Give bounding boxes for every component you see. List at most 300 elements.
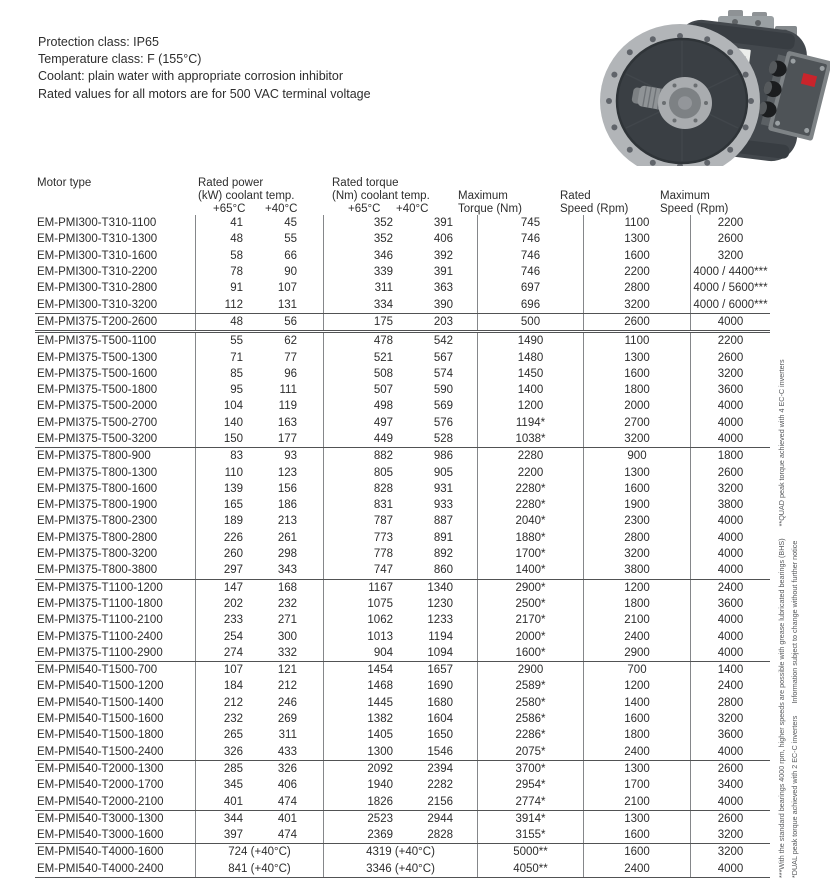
cell-torque-65c: 828: [323, 481, 393, 497]
table-row: [35, 264, 770, 280]
cell-spacer: [297, 215, 323, 231]
cell-power-65c: 184: [195, 678, 243, 694]
table-row: [35, 296, 770, 312]
table-header: [35, 173, 770, 215]
cell-motor-type: EM-PMI375-T800-2800: [37, 531, 158, 544]
table-row: [35, 497, 770, 513]
cell-max-torque: 1200: [477, 398, 583, 414]
cell-power-40c: 269: [277, 713, 297, 726]
cell-rated-power-combined: 841 (+40°C): [195, 861, 323, 877]
cell-spacer: [297, 382, 323, 398]
cell-torque-40c: 392: [433, 249, 453, 262]
cell-max-speed: 4000 / 5600***: [690, 280, 770, 296]
cell-rated-speed: 1200: [583, 678, 690, 694]
footnote-column-inner: [777, 359, 786, 878]
motor-group: [35, 843, 770, 877]
table-row: [35, 777, 770, 793]
cell-motor-type: EM-PMI375-T800-1900: [37, 499, 158, 512]
cell-torque-65c: 1445: [323, 695, 393, 711]
cell-motor-type: EM-PMI375-T1100-2400: [37, 630, 163, 643]
cell-power-65c: 91: [195, 280, 243, 296]
table-row: [35, 811, 770, 827]
cell-power-65c: 265: [195, 727, 243, 743]
cell-torque-40c: 1340: [427, 581, 453, 594]
cell-torque-65c: 334: [323, 296, 393, 312]
table-body: [35, 215, 770, 878]
cell-motor-type: EM-PMI540-T2000-2100: [37, 795, 164, 808]
cell-max-speed: 3200: [690, 827, 770, 843]
cell-max-torque: 2900*: [477, 580, 583, 596]
cell-rated-speed: 1800: [583, 727, 690, 743]
cell-torque-65c: 497: [323, 415, 393, 431]
cell-spacer: [453, 314, 477, 330]
cell-power-40c: 66: [284, 249, 297, 262]
cell-rated-speed: 1200: [583, 580, 690, 596]
cell-motor-type: EM-PMI375-T800-3800: [37, 564, 158, 577]
cell-max-speed: 4000: [690, 546, 770, 562]
cell-spacer: [453, 231, 477, 247]
cell-rated-speed: 1100: [583, 333, 690, 349]
cell-torque-65c: 1454: [323, 662, 393, 678]
cell-torque-65c: 2092: [323, 761, 393, 777]
cell-power-40c: 213: [277, 515, 297, 528]
cell-max-speed: 2600: [690, 464, 770, 480]
cell-torque-65c: 1167: [323, 580, 393, 596]
cell-torque-65c: 805: [323, 464, 393, 480]
cell-spacer: [453, 398, 477, 414]
cell-power-40c: 119: [278, 400, 297, 413]
cell-torque-65c: 449: [323, 431, 393, 447]
cell-spacer: [453, 481, 477, 497]
cell-power-40c: 311: [278, 729, 297, 742]
cell-power-40c: 300: [277, 630, 297, 643]
cell-power-65c: 297: [195, 562, 243, 578]
cell-motor-type: EM-PMI540-T4000-2400: [37, 862, 164, 875]
cell-power-40c: 90: [284, 266, 297, 279]
cell-spacer: [297, 497, 323, 513]
table-row: [35, 248, 770, 264]
cell-spacer: [297, 296, 323, 312]
cell-spacer: [453, 580, 477, 596]
cell-spacer: [297, 711, 323, 727]
cell-power-65c: 48: [195, 231, 243, 247]
cell-torque-65c: 352: [323, 231, 393, 247]
cell-torque-40c: 1233: [427, 614, 453, 627]
cell-rated-speed: 700: [583, 662, 690, 678]
motor-group: [35, 579, 770, 661]
cell-max-speed: 4000: [690, 431, 770, 447]
cell-max-speed: 4000: [690, 793, 770, 809]
cell-spacer: [297, 464, 323, 480]
cell-motor-type: EM-PMI540-T1500-700: [37, 664, 158, 677]
cell-max-speed: 2600: [690, 231, 770, 247]
cell-torque-65c: 521: [323, 349, 393, 365]
cell-motor-type: EM-PMI540-T1500-2400: [37, 745, 164, 758]
table-row: [35, 215, 770, 231]
cell-spacer: [453, 793, 477, 809]
motor-group: [35, 330, 770, 447]
cell-motor-type: EM-PMI540-T2000-1700: [37, 779, 164, 792]
cell-motor-type: EM-PMI375-T500-1800: [37, 384, 158, 397]
cell-max-torque: 1400: [477, 382, 583, 398]
cell-max-torque: 2580*: [477, 695, 583, 711]
cell-rated-speed: 3200: [583, 546, 690, 562]
cell-spacer: [297, 761, 323, 777]
cell-max-speed: 1400: [690, 662, 770, 678]
cell-spacer: [297, 612, 323, 628]
cell-power-65c: 147: [195, 580, 243, 596]
cell-torque-65c: 778: [323, 546, 393, 562]
cell-max-torque: 5000**: [477, 844, 583, 860]
cell-power-65c: 254: [195, 628, 243, 644]
cell-max-torque: 2500*: [477, 596, 583, 612]
cell-torque-40c: 1657: [427, 664, 453, 677]
cell-motor-type: EM-PMI300-T310-1600: [37, 249, 158, 262]
cell-rated-speed: 1300: [583, 349, 690, 365]
cell-torque-40c: 1690: [427, 680, 453, 693]
cell-max-torque: 697: [477, 280, 583, 296]
cell-spacer: [453, 612, 477, 628]
cell-rated-speed: 1400: [583, 695, 690, 711]
cell-rated-speed: 1600: [583, 248, 690, 264]
motor-group: [35, 447, 770, 578]
cell-motor-type: EM-PMI375-T500-2700: [37, 416, 158, 429]
table-row: [35, 513, 770, 529]
cell-max-speed: 3200: [690, 248, 770, 264]
cell-torque-40c: 2282: [427, 779, 453, 792]
table-row: [35, 678, 770, 694]
cell-torque-40c: 1604: [427, 713, 453, 726]
cell-max-speed: 2200: [690, 215, 770, 231]
cell-power-65c: 397: [195, 827, 243, 843]
cell-torque-40c: 891: [433, 531, 453, 544]
cell-power-65c: 344: [195, 811, 243, 827]
cell-power-40c: 45: [284, 217, 297, 230]
cell-torque-40c: 567: [433, 351, 453, 364]
cell-max-speed: 2400: [690, 678, 770, 694]
cell-rated-speed: 2400: [583, 628, 690, 644]
cell-power-65c: 71: [195, 349, 243, 365]
cell-motor-type: EM-PMI375-T1100-1200: [37, 581, 163, 594]
cell-max-torque: 1400*: [477, 562, 583, 578]
cell-spacer: [453, 811, 477, 827]
cell-max-torque: 1490: [477, 333, 583, 349]
cell-spacer: [453, 382, 477, 398]
cell-torque-65c: 747: [323, 562, 393, 578]
cell-torque-65c: 1468: [323, 678, 393, 694]
cell-max-torque: 1450: [477, 366, 583, 382]
table-row: [35, 861, 770, 877]
table-row: [35, 464, 770, 480]
cell-torque-65c: 1382: [323, 711, 393, 727]
cell-max-speed: 3600: [690, 596, 770, 612]
cell-rated-speed: 2700: [583, 415, 690, 431]
cell-power-65c: 232: [195, 711, 243, 727]
cell-torque-65c: 904: [323, 645, 393, 661]
cell-torque-65c: 1013: [323, 628, 393, 644]
cell-spacer: [453, 727, 477, 743]
cell-torque-65c: 1826: [323, 793, 393, 809]
cell-power-65c: 107: [195, 662, 243, 678]
cell-max-speed: 2400: [690, 580, 770, 596]
cell-spacer: [453, 497, 477, 513]
cell-power-65c: 326: [195, 744, 243, 760]
cell-spacer: [297, 628, 323, 644]
motor-group: [35, 313, 770, 330]
cell-spacer: [453, 296, 477, 312]
cell-torque-40c: 887: [433, 515, 453, 528]
cell-torque-40c: 576: [433, 416, 453, 429]
coolant-line: Coolant: plain water with appropriate corrosion inhibitor: [38, 69, 344, 84]
cell-motor-type: EM-PMI375-T800-900: [37, 450, 151, 463]
cell-max-speed: 4000: [690, 612, 770, 628]
cell-torque-65c: 1940: [323, 777, 393, 793]
cell-power-40c: 261: [277, 531, 297, 544]
col-header-max-torque-2: Torque (Nm): [458, 203, 522, 215]
cell-torque-40c: 2156: [427, 795, 453, 808]
cell-spacer: [453, 596, 477, 612]
cell-rated-speed: 1300: [583, 761, 690, 777]
cell-power-40c: 326: [277, 762, 297, 775]
table-row: [35, 793, 770, 809]
cell-power-65c: 260: [195, 546, 243, 562]
cell-max-torque: 1880*: [477, 530, 583, 546]
cell-spacer: [297, 744, 323, 760]
cell-torque-65c: 1300: [323, 744, 393, 760]
cell-rated-speed: 1100: [583, 215, 690, 231]
cell-torque-40c: 2828: [427, 829, 453, 842]
cell-power-40c: 406: [277, 779, 297, 792]
col-header-rated-speed-2: Speed (Rpm): [560, 203, 629, 215]
cell-power-40c: 131: [277, 298, 297, 311]
cell-torque-40c: 1230: [427, 597, 453, 610]
cell-power-40c: 271: [277, 614, 297, 627]
cell-power-65c: 83: [195, 448, 243, 464]
table-row: [35, 349, 770, 365]
cell-max-torque: 745: [477, 215, 583, 231]
cell-spacer: [297, 513, 323, 529]
cell-spacer: [453, 628, 477, 644]
cell-motor-type: EM-PMI375-T500-1600: [37, 367, 158, 380]
cell-torque-40c: 2394: [427, 762, 453, 775]
cell-power-40c: 433: [277, 745, 297, 758]
cell-motor-type: EM-PMI375-T500-3200: [37, 433, 158, 445]
cell-max-torque: 500: [477, 314, 583, 330]
cell-spacer: [453, 333, 477, 349]
cell-max-torque: 746: [477, 248, 583, 264]
cell-spacer: [297, 645, 323, 661]
cell-max-speed: 4000: [690, 314, 770, 330]
cell-power-40c: 56: [284, 315, 297, 328]
cell-power-65c: 139: [195, 481, 243, 497]
col-header-torque-unit: (Nm) coolant temp.: [332, 190, 430, 202]
cell-spacer: [453, 662, 477, 678]
col-header-rated-power: Rated power: [198, 177, 264, 189]
cell-spacer: [453, 827, 477, 843]
col-header-torque-65: +65°C: [348, 203, 381, 215]
cell-motor-type: EM-PMI375-T800-1300: [37, 466, 158, 479]
col-header-power-40: +40°C: [265, 203, 298, 215]
cell-torque-40c: 931: [433, 482, 453, 495]
cell-spacer: [297, 333, 323, 349]
protection-class-line: Protection class: IP65: [38, 35, 159, 49]
cell-motor-type: EM-PMI540-T1500-1600: [37, 713, 164, 726]
cell-max-torque: 2280: [477, 448, 583, 464]
cell-max-speed: 3600: [690, 727, 770, 743]
cell-max-torque: 2280*: [477, 481, 583, 497]
spec-info-block: [38, 34, 371, 103]
cell-torque-40c: 391: [433, 266, 453, 279]
cell-rated-speed: 1900: [583, 497, 690, 513]
cell-spacer: [297, 481, 323, 497]
cell-max-torque: 2280*: [477, 497, 583, 513]
footnote-column-outer: [790, 541, 799, 878]
cell-rated-speed: 2100: [583, 793, 690, 809]
footnote-dual: *DUAL peak torque achieved with 2 EC-C inverters: [790, 715, 799, 878]
cell-motor-type: EM-PMI300-T310-1300: [37, 233, 158, 246]
cell-max-torque: 2954*: [477, 777, 583, 793]
cell-torque-65c: 2369: [323, 827, 393, 843]
cell-torque-65c: 352: [323, 215, 393, 231]
footnote-quad: **QUAD peak torque achieved with 4 EC-C inverters: [777, 359, 786, 527]
cell-max-speed: 4000 / 4400***: [690, 264, 770, 280]
cell-max-speed: 2600: [690, 811, 770, 827]
cell-torque-65c: 175: [323, 314, 393, 330]
cell-spacer: [453, 678, 477, 694]
cell-spacer: [297, 678, 323, 694]
cell-motor-type: EM-PMI375-T800-3200: [37, 548, 158, 561]
table-row: [35, 398, 770, 414]
cell-spacer: [453, 711, 477, 727]
cell-rated-speed: 2800: [583, 530, 690, 546]
cell-max-torque: 2200: [477, 464, 583, 480]
table-row: [35, 645, 770, 661]
cell-spacer: [297, 546, 323, 562]
cell-spacer: [297, 811, 323, 827]
cell-motor-type: EM-PMI300-T310-2800: [37, 282, 158, 295]
cell-spacer: [453, 645, 477, 661]
motor-group: [35, 760, 770, 810]
cell-torque-40c: 986: [433, 450, 453, 463]
table-row: [35, 844, 770, 860]
cell-max-speed: 3200: [690, 366, 770, 382]
cell-spacer: [297, 264, 323, 280]
cell-spacer: [297, 777, 323, 793]
cell-motor-type: EM-PMI540-T3000-1600: [37, 829, 164, 842]
cell-max-torque: 1038*: [477, 431, 583, 447]
cell-motor-type: EM-PMI375-T1100-2100: [37, 614, 163, 627]
motor-product-image: [592, 8, 830, 166]
cell-torque-65c: 882: [323, 448, 393, 464]
cell-torque-65c: 346: [323, 248, 393, 264]
cell-power-40c: 401: [277, 812, 297, 825]
cell-power-40c: 156: [277, 482, 297, 495]
cell-rated-speed: 1600: [583, 366, 690, 382]
cell-spacer: [297, 596, 323, 612]
cell-motor-type: EM-PMI375-T500-1100: [37, 335, 157, 348]
cell-power-65c: 233: [195, 612, 243, 628]
table-row: [35, 448, 770, 464]
cell-power-40c: 212: [277, 680, 297, 693]
motor-group: [35, 215, 770, 313]
cell-motor-type: EM-PMI375-T1100-1800: [37, 597, 163, 610]
cell-spacer: [453, 744, 477, 760]
cell-spacer: [297, 280, 323, 296]
cell-torque-65c: 478: [323, 333, 393, 349]
cell-spacer: [453, 695, 477, 711]
cell-power-65c: 41: [195, 215, 243, 231]
cell-max-speed: 4000: [690, 744, 770, 760]
cell-spacer: [453, 215, 477, 231]
cell-power-65c: 274: [195, 645, 243, 661]
table-row: [35, 695, 770, 711]
col-header-power-65: +65°C: [213, 203, 246, 215]
cell-power-40c: 474: [277, 795, 297, 808]
cell-power-65c: 165: [195, 497, 243, 513]
cell-max-torque: 746: [477, 231, 583, 247]
cell-max-speed: 4000: [690, 398, 770, 414]
cell-max-speed: 4000 / 6000***: [690, 296, 770, 312]
cell-power-40c: 93: [284, 450, 297, 463]
cell-max-torque: 4050**: [477, 861, 583, 877]
cell-max-speed: 2600: [690, 349, 770, 365]
cell-motor-type: EM-PMI375-T1100-2900: [37, 646, 163, 659]
cell-rated-speed: 900: [583, 448, 690, 464]
table-row: [35, 562, 770, 578]
cell-spacer: [297, 231, 323, 247]
table-row: [35, 612, 770, 628]
cell-spacer: [297, 248, 323, 264]
cell-power-40c: 232: [277, 597, 297, 610]
table-row: [35, 711, 770, 727]
col-header-max-speed-1: Maximum: [660, 190, 710, 202]
motor-group: [35, 661, 770, 760]
cell-max-speed: 3400: [690, 777, 770, 793]
table-row: [35, 231, 770, 247]
table-row: [35, 744, 770, 760]
cell-spacer: [297, 562, 323, 578]
cell-torque-40c: 542: [433, 335, 453, 348]
cell-torque-65c: 1405: [323, 727, 393, 743]
cell-torque-65c: 508: [323, 366, 393, 382]
cell-rated-speed: 1300: [583, 464, 690, 480]
cell-rated-speed: 1600: [583, 481, 690, 497]
cell-rated-speed: 1600: [583, 844, 690, 860]
cell-power-65c: 95: [195, 382, 243, 398]
cell-spacer: [453, 366, 477, 382]
footnote-bearings: ***With the standard bearings 4000 rpm, higher speeds are possible with grease lubricated bearings (BHS): [777, 538, 786, 878]
col-header-motor-type: Motor type: [37, 177, 92, 189]
cell-power-65c: 150: [195, 431, 243, 447]
cell-rated-speed: 2600: [583, 314, 690, 330]
cell-spacer: [453, 546, 477, 562]
cell-torque-40c: 1680: [427, 696, 453, 709]
cell-torque-65c: 2523: [323, 811, 393, 827]
cell-spacer: [453, 464, 477, 480]
cell-max-speed: 4000: [690, 530, 770, 546]
cell-torque-65c: 311: [323, 280, 393, 296]
cell-max-speed: 4000: [690, 513, 770, 529]
col-header-torque-40: +40°C: [396, 203, 429, 215]
cell-rated-torque-combined: 3346 (+40°C): [323, 861, 477, 877]
table-row: [35, 628, 770, 644]
cell-spacer: [297, 827, 323, 843]
cell-torque-40c: 406: [433, 233, 453, 246]
cell-max-speed: 2600: [690, 761, 770, 777]
cell-power-65c: 48: [195, 314, 243, 330]
cell-rated-speed: 3200: [583, 296, 690, 312]
col-header-rated-torque: Rated torque: [332, 177, 399, 189]
